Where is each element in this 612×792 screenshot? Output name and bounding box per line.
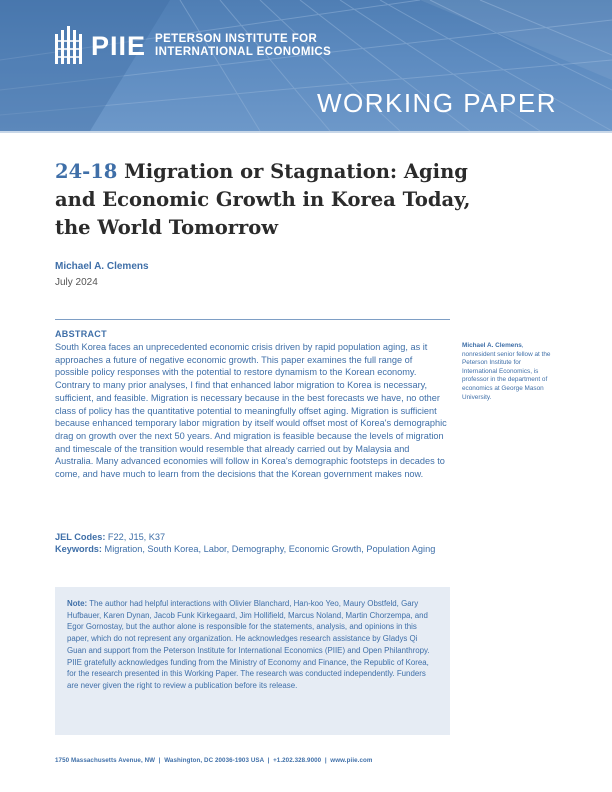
- logo-abbr: PIIE: [91, 30, 147, 61]
- paper-title: [55, 158, 475, 242]
- note-text: The author had helpful interactions with Olivier Blanchard, Han-koo Yeo, Maury Obstfeld, Gary Hufbauer, Karen Dynan, Jacob Funk Kirkegaard, Jim Hollifield, Marcus Noland, Martin Chorzempa, and Egor Gornostay, but the author alone is responsible for the statements, analysis, and opinions in this paper, which do not represent any organization. He acknowledges research assistance by Gladys Qi Guan and support from the Peterson Institute for International Economics (PIIE) and Open Philanthropy. PIIE gratefully acknowledges funding from the Ministry of Economy and Finance, the Republic of Korea, for the research presented in this Working Paper. The research was conducted independently. Funders are never given the right to review a publication before its release.: [67, 599, 430, 690]
- working-paper-label: WORKING PAPER: [316, 88, 557, 118]
- logo-name: [155, 33, 331, 59]
- abstract-text: South Korea faces an unprecedented economic crisis driven by rapid population aging, as it approaches a future of negative economic growth. This paper examines the full range of possible policy responses with the potential to restore dynamism to the Korean economy. Contrary to many prior analyses, I find that enhanced labor migration to Korea is necessary, sufficient, and feasible. Migration is necessary because in the best forecasts we have, no other class of policy has the quantitative potential to meaningfully offset aging. Migration is sufficient because enhanced temporary labor migration by itself would offset most of Korea's demographic drag on growth over the next 50 years. And migration is feasible because the levels of migration and timescale of the transition would resemble that already carried out by Malaysia and Australia. Many advanced economies will follow in Korea's demographic footsteps in decades to come, and have much to learn from the decisions that the Korean government makes now.: [55, 342, 447, 480]
- logo-name-line1: PETERSON INSTITUTE FOR: [155, 33, 318, 45]
- publication-date: July 2024: [55, 277, 98, 288]
- header-banner: [0, 0, 612, 131]
- paper-title-text: Migration or Stagnation: Aging and Economic Growth in Korea Today, the World Tomorrow: [55, 160, 471, 239]
- logo-name-line2: INTERNATIONAL ECONOMICS: [155, 46, 332, 58]
- author-bio-name: Michael A. Clemens: [462, 342, 522, 349]
- jel-value: F22, J15, K37: [105, 532, 166, 542]
- jel-codes: [55, 531, 447, 544]
- section-divider: [55, 319, 450, 320]
- keywords-value: Migration, South Korea, Labor, Demography, Economic Growth, Population Aging: [101, 544, 436, 554]
- author-note: [55, 587, 450, 735]
- author-bio-text: , nonresident senior fellow at the Peterson Institute for International Economics, is professor in the department of economics at George Mason University.: [462, 342, 551, 401]
- author-bio: [462, 342, 554, 402]
- abstract-heading: ABSTRACT: [55, 329, 107, 339]
- banner-divider: [0, 131, 612, 133]
- jel-label: JEL Codes:: [55, 532, 106, 542]
- footer-contact: 1750 Massachusetts Avenue, NW | Washington, DC 20036-1903 USA | +1.202.328.9000 | www.piie.com: [55, 757, 373, 764]
- note-label: Note:: [67, 599, 88, 608]
- piie-logo[interactable]: [55, 26, 331, 66]
- paper-number: 24-18: [55, 160, 118, 183]
- keywords-label: Keywords:: [55, 544, 102, 554]
- piie-logo-icon: [55, 26, 85, 66]
- author-name[interactable]: Michael A. Clemens: [55, 261, 149, 272]
- keywords: [55, 543, 447, 556]
